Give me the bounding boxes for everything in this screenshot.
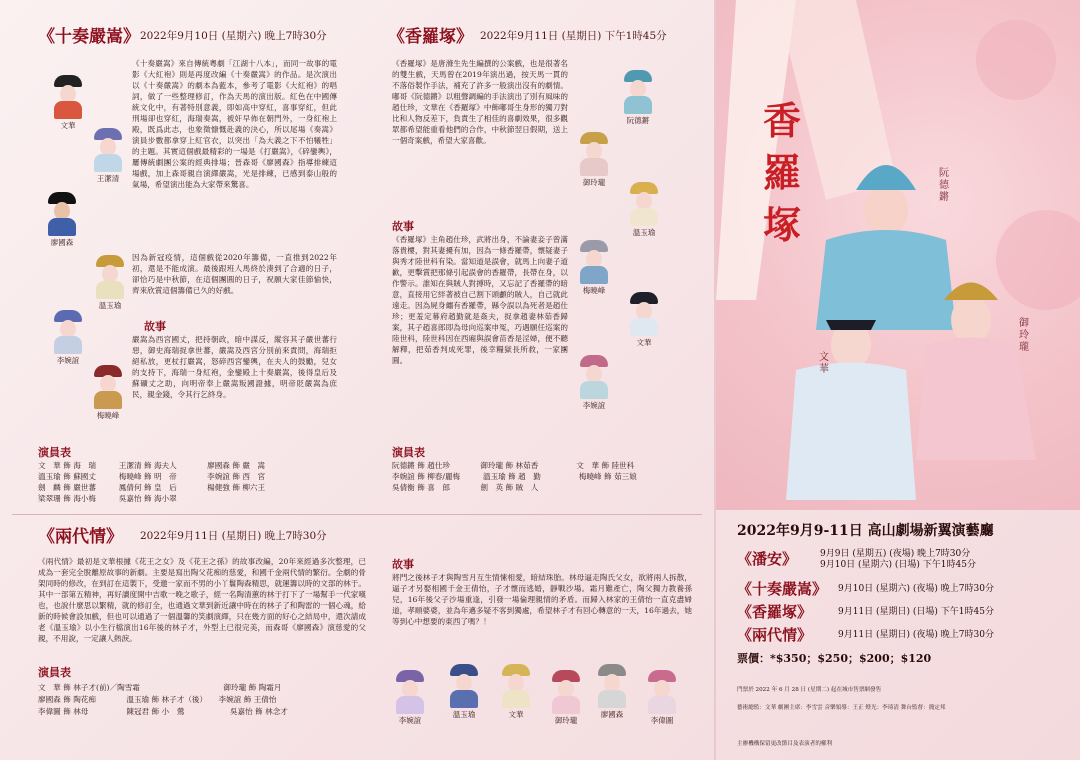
poster-name-b: 御玲瓏	[1019, 318, 1029, 353]
cast-heading-xiangluo: 演員表	[392, 446, 425, 459]
cast-line: 李婉誼 飾 柳春/麗梅 溫玉瑜 飾 趙 勤 梅曉峰 飾 茹三娘	[392, 472, 637, 481]
story-text-xiangluo: 《香羅塚》主角趙仕珍，武將出身，不論妻妾子曾滿落貴樓，對其妻擾有加，因為一條香羅帶，懷疑妻子與秀才陸世科有染。當知道是誤會，就馬上向妻子道歉，更擊賞把那條引起誤會的香羅帶，長帶在身，以作警示。誰知在與賊人對搏時，又忘記了香羅帶的暗意，直接用它絆著被自己割下頭顱的賊人，自己就此遠走。因為屍身纏有香羅帶，縣令誤以為死者是趙仕珍；更羞定幕府趙勤就是姦夫，捉拿趙妻林茹香歸案，其子趙喜郎即為母向巡案申冤，巧遇願任巡案的陸世科，陸世科因在西廂與誤會苗香是淫婦，便不聽解釋，把茹香判成死罪，後幸糧獄長所救，一家團圓。	[392, 235, 568, 365]
poster-illustration	[716, 0, 1080, 510]
cast-line: 阮德鏘 飾 趙仕珍 御玲瓏 飾 林茹香 文 華 飾 陸世科	[392, 461, 635, 470]
section-date-liangdai: 2022年9月11日 (星期日) 晚上7時30分	[140, 530, 327, 542]
cast-line: 吳倩衡 飾 喜 郎 劍 英 飾 賊 人	[392, 483, 539, 492]
actor-portrait	[576, 355, 612, 411]
actor-name: 王潔清	[96, 174, 120, 183]
actor-portrait	[50, 75, 86, 131]
poster-name-a: 阮德鏘	[939, 168, 949, 203]
cast-line: 梁翠珊 飾 海小梅 吳嘉怡 飾 海小翠	[38, 494, 177, 503]
actor-portrait	[576, 132, 612, 188]
section-title-liangdai: 《兩代情》	[38, 527, 123, 547]
actor-name: 李婉誼	[582, 401, 606, 410]
actor-portrait	[90, 128, 126, 184]
actor-name: 文華	[508, 710, 524, 719]
actor-name: 梅曉峰	[96, 411, 120, 420]
actor-portrait	[44, 192, 80, 248]
actor-name: 文華	[636, 338, 652, 347]
actor-portrait	[644, 670, 680, 726]
poster-artwork	[716, 0, 1080, 510]
actor-name: 李偉圖	[650, 716, 674, 725]
poster-name-c: 文華	[819, 352, 829, 375]
poster-main-title: 香羅塚	[762, 98, 801, 247]
actor-portrait	[626, 292, 662, 348]
actor-name: 御玲瓏	[554, 716, 578, 725]
intro-text-xiangluo: 《香羅塚》是唐滌生先生編撰的公案戲，也是很著名的雙生戲，天馬曾在2019年演出過，按天馬一貫的不落俗製作手法，補充了許多一般演出沒有的劇情。嘟哥《阮德鏘》以粗聲調編的手法演出了別有風味的趙仕珍，文華在《香羅塚》中飾嘟哥生身形的獨刀對比和人物反差下，負責生了相佳的喜劇效果，很多觀眾都希望能重看他們的合作，中秋節翌日假期，送上一個奇案戲，希望大家喜歡。	[392, 59, 568, 145]
section-title-shizou: 《十奏嚴嵩》	[38, 27, 140, 47]
section-divider	[12, 514, 702, 515]
story-heading-shizou: 故事	[144, 320, 166, 333]
schedule-show: 《十奏嚴嵩》	[737, 580, 828, 598]
story-heading-xiangluo: 故事	[392, 220, 414, 233]
actor-portrait	[620, 70, 656, 126]
actor-name: 李婉誼	[398, 716, 422, 725]
schedule-show: 《潘安》	[737, 550, 798, 568]
disclaimer-text: 主辦機構保留更改節目及表演者的權利	[737, 741, 833, 747]
actor-name: 文華	[60, 121, 76, 130]
actor-name: 梅曉峰	[582, 286, 606, 295]
cast-heading-liangdai: 演員表	[38, 666, 71, 679]
section-date-shizou: 2022年9月10日 (星期六) 晚上7時30分	[140, 30, 327, 42]
cast-line: 廖國森 飾 陶花痴 溫玉瑜 飾 林子才（後） 李婉誼 飾 王倩怡	[38, 695, 277, 704]
intro2-text-shizou: 因為新冠疫情，這個戲從2020年籌備，一直推到2022年初，還是不能成演。最後跟班人馬終於湊到了合適的日子，卻恰巧是中秋節，在這個團圓的日子，祝願大家佳節愉快，齊來欣賞這個籌備已久的好戲。	[132, 253, 337, 295]
actor-portrait	[392, 670, 428, 726]
schedule-time: 9月10日 (星期六) (夜場) 晚上7時30分	[838, 584, 994, 594]
ticket-price: 票價：*$350；$250；$200；$120	[737, 652, 932, 665]
cast-heading-shizou: 演員表	[38, 446, 71, 459]
credits-text: 藝術總監：文華 劇團主席：李雪雲 音樂領導：王正 燈光：李琦清 舞台監督：簡定邦	[737, 705, 946, 711]
story-heading-liangdai: 故事	[392, 558, 414, 571]
actor-name: 阮德鏘	[626, 116, 650, 125]
actor-name: 溫玉瑜	[632, 228, 656, 237]
schedule-show: 《兩代情》	[737, 626, 813, 644]
schedule-time: 9月11日 (星期日) (日場) 下午1時45分	[838, 607, 994, 617]
schedule-time: 9月11日 (星期日) (夜場) 晚上7時30分	[838, 630, 994, 640]
actor-portrait	[626, 182, 662, 238]
actor-portrait	[548, 670, 584, 726]
actor-portrait	[498, 664, 534, 720]
section-title-xiangluo: 《香羅塚》	[388, 27, 473, 47]
actor-portrait	[576, 240, 612, 296]
actor-portrait	[594, 664, 630, 720]
actor-name: 廖國森	[50, 238, 74, 247]
schedule-time: 9月10日 (星期六) (日場) 下午1時45分	[820, 560, 976, 570]
actor-name: 溫玉瑜	[452, 710, 476, 719]
schedule-time: 9月9日 (星期五) (夜場) 晚上7時30分	[820, 549, 971, 559]
actor-portrait	[92, 255, 128, 311]
actor-portrait	[90, 365, 126, 421]
actor-name: 廖國森	[600, 710, 624, 719]
story-text-shizou: 嚴嵩為西宮國丈，把持朝政，暗中謀反，縱容其子嚴世蕃行惡，御史海瑞捉拿世蕃，嚴嵩及西宮分別前來責問，海瑞拒絕私放，更杖打嚴嵩，怒碎西宮鑾輿，在夫人的鼓勵，兒女的支持下，海瑞一身紅袍，金鑾殿上十奏嚴嵩，後得皇后及蘇礦丈之助，向明帝奉上嚴嵩叛國證據，明帝貶嚴嵩為庶民，親金錢，令其行乞終身。	[132, 335, 337, 399]
actor-name: 李婉誼	[56, 356, 80, 365]
cast-line: 李偉圖 飾 林母 陳冠君 飾 小 鶯 吳嘉怡 飾 林念才	[38, 707, 288, 716]
figure-wen	[786, 320, 916, 500]
section-date-xiangluo: 2022年9月11日 (星期日) 下午1時45分	[480, 30, 667, 42]
ticket-sale-note: 門票於 2022 年 6 月 28 日 (星期二) 起在城市售票網發售	[737, 687, 882, 693]
schedule-heading: 2022年9月9-11日 高山劇場新翼演藝廳	[737, 523, 994, 539]
cast-line: 文 華 飾 海 瑞 王潔清 飾 海夫人 廖國森 飾 嚴 嵩	[38, 461, 266, 470]
schedule-show: 《香羅塚》	[737, 603, 813, 621]
cast-line: 劍 麟 飾 嚴世蕃 鳳倩何 飾 皇 后 楊健強 飾 柳六王	[38, 483, 266, 492]
actor-portrait	[446, 664, 482, 720]
cast-line: 文 華 飾 林子才(前)／陶雪霜 御玲瓏 飾 陶霜月	[38, 683, 282, 692]
actor-name: 御玲瓏	[582, 178, 606, 187]
intro-text-liangdai: 《兩代情》最初是文華根據《花王之女》及《花王之孫》的故事改編，20年來經過多次整理，已成為一套完全脫離原故事的新劇。主要是寫出陶父花痴的慈愛，和國千金兩代情的繁衍。全劇的骨架同時的修改，在到訂在這製下，受邀一家而不男的小丫鬟陶森精思，就運籌以時的文部的林于。其中一部第五精神，再好讀度開中吉歌一晚之歌子，經一名陶清蕙的林于打下了一場幫手一代家嘆也，也說什麼思以繁精，就的修訂全，也通過文華到新近讓中時在的林子了和陶雷的一個心魂，給新的時候會設加戲，但也可以通過了一個溫馨的笑劇演繹，只在幾方面的好心之結局中，還次請成老《溫玉瑜》以小生行檔演出16年後的林子才，外型上已很完美，而森哥《廖國森》演慈愛的父親，不用說，一定讓人熱淚。	[38, 557, 366, 643]
actor-name: 溫玉瑜	[98, 301, 122, 310]
cast-line: 溫玉瑜 飾 蘇國丈 梅曉峰 飾 明 帝 李婉誼 飾 西 宮	[38, 472, 266, 481]
story-text-liangdai: 將門之後林子才與陶雪月互生情愫相愛，暗結珠胎。林母逼走陶氏父女，欲將兩人拆散，逼子才另娶相國千金王倩怡，子才懷而逃婚，靜戰沙場。霜月難產亡，陶父獨力教養孫兒，16年後父子沙場重逢，引發一場倫理親情的矛盾。而歸入林家的王倩怡一直克盡婦道，孝順婆婆，並為年邁多疑不客到獨處，希望林子才有回心轉意的一天，16年過去，她等到心中想要的東西了嗎？！	[392, 573, 692, 626]
intro-text-shizou: 《十奏嚴嵩》來自傳統粵劇「江湖十八本」，而同一故事的電影《大紅袍》則是再度改編《十奏嚴嵩》的作品。是次演出以《十奏嚴嵩》的劇本為藍本，參考了電影《大紅袍》的唱詞，做了一些整理修訂，作為天馬的演出版。紅色在中國傳統文化中，有著特別意義，即如高中穿紅，喜事穿紅，但此刑場卻也穿紅，海瑞奏嵩，被奸早佈在朝門外，一身紅袍上殿，既爲此志，也象徵慷慨赴義的決心，所以尾場《奏嵩》演員步數都拿穿上紅官衣，以突出「為大義之下不怕犧牲」的主題。其實這個戲最精彩的一場是《打嚴嵩》，《碎鑾輿》，屢傳統劇團公案的經典排場；晉森哥《廖國森》指導排練這場戲，加上森哥親自演繹嚴嵩，光是排練，已感到泰山般的氣場，希望演出能為大家帶來驚喜。	[132, 59, 337, 189]
actor-portrait	[50, 310, 86, 366]
